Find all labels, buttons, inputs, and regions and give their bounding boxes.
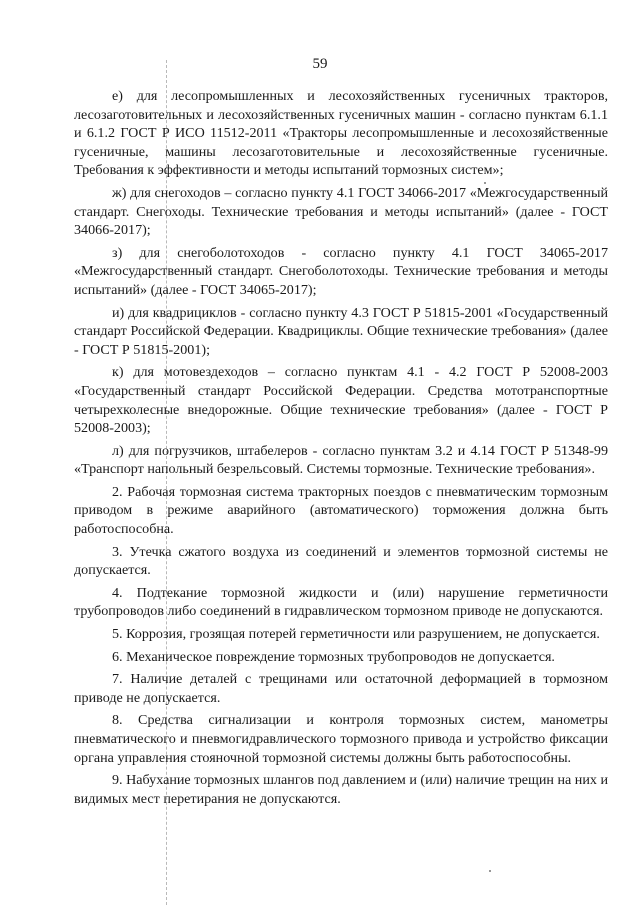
paragraph-3-air-leak: 3. Утечка сжатого воздуха из соединений и элементов тормозной системы не допускается. bbox=[74, 543, 608, 579]
paragraph-k-atvs: к) для мотовездеходов – согласно пунктам 4.1 - 4.2 ГОСТ Р 52008-2003 «Государственный стандарт Российской Федерации. Средства мототранспортные четырехколесные внедорожные. Общие технические требования» (далее - ГОСТ Р 52008-2003); bbox=[74, 364, 608, 437]
page-number: 59 bbox=[312, 56, 328, 72]
paragraph-4-fluid-leak: 4. Подтекание тормозной жидкости и (или) нарушение герметичности трубопроводов либо соединений в гидравлическом тормозном приводе не допускаются. bbox=[74, 584, 608, 620]
paragraph-zh-snowmobiles: ж) для снегоходов – согласно пункту 4.1 ГОСТ 34066-2017 «Межгосударственный стандарт. Снегоходы. Технические требования и методы испытаний» (далее - ГОСТ 34066-2017); bbox=[74, 184, 608, 239]
paragraph-z-swamp-vehicles: з) для снегоболотоходов - согласно пункту 4.1 ГОСТ 34065-2017 «Межгосударственный стандарт. Снегоболотоходы. Технические требования и методы испытаний» (далее - ГОСТ 34065-2017); bbox=[74, 244, 608, 298]
paragraph-5-corrosion: 5. Коррозия, грозящая потерей герметичности или разрушением, не допускается. bbox=[112, 626, 600, 643]
scan-speck bbox=[489, 870, 491, 872]
paragraph-l-loaders: л) для погрузчиков, штабелеров - согласно пунктам 3.2 и 4.14 ГОСТ Р 51348-99 «Транспорт напольный безрельсовый. Системы тормозные. Технические требования». bbox=[74, 442, 608, 478]
paragraph-2-tractor-trains: 2. Рабочая тормозная система тракторных поездов с пневматическим тормозным приводом в режиме аварийного (автоматического) торможения должна быть работоспособна. bbox=[74, 483, 608, 538]
paragraph-i-quadricycles: и) для квадрициклов - согласно пункту 4.3 ГОСТ Р 51815-2001 «Государственный стандарт Российской Федерации. Квадрициклы. Общие технические требования» (далее - ГОСТ Р 51815-2001); bbox=[74, 304, 608, 358]
document-body bbox=[74, 87, 608, 812]
paragraph-6-pipe-damage: 6. Механическое повреждение тормозных трубопроводов не допускается. bbox=[112, 648, 555, 665]
paragraph-e-forestry-tractors: е) для лесопромышленных и лесохозяйственных гусеничных тракторов, лесозаготовительных и лесохозяйственных гусеничных машин - согласно пунктам 6.1.1 и 6.1.2 ГОСТ Р ИСО 11512-2011 «Тракторы лесопромышленные и лесохозяйственные гусеничные, машины лесозаготовительные и лесохозяйственные гусеничные. Требования к эффективности и методы испытаний тормозных систем»; bbox=[74, 88, 608, 179]
paragraph-7-cracked-parts: 7. Наличие деталей с трещинами или остаточной деформацией в тормозном приводе не допускается. bbox=[74, 671, 608, 706]
paragraph-8-signaling: 8. Средства сигнализации и контроля тормозных систем, манометры пневматического и пневмогидравлического тормозного привода и устройство фиксации органа управления стояночной тормозной системы должны быть работоспособны. bbox=[74, 712, 608, 766]
scan-speck bbox=[484, 182, 486, 184]
paragraph-9-hose-swelling: 9. Набухание тормозных шлангов под давлением и (или) наличие трещин на них и видимых мест перетирания не допускаются. bbox=[74, 772, 608, 807]
